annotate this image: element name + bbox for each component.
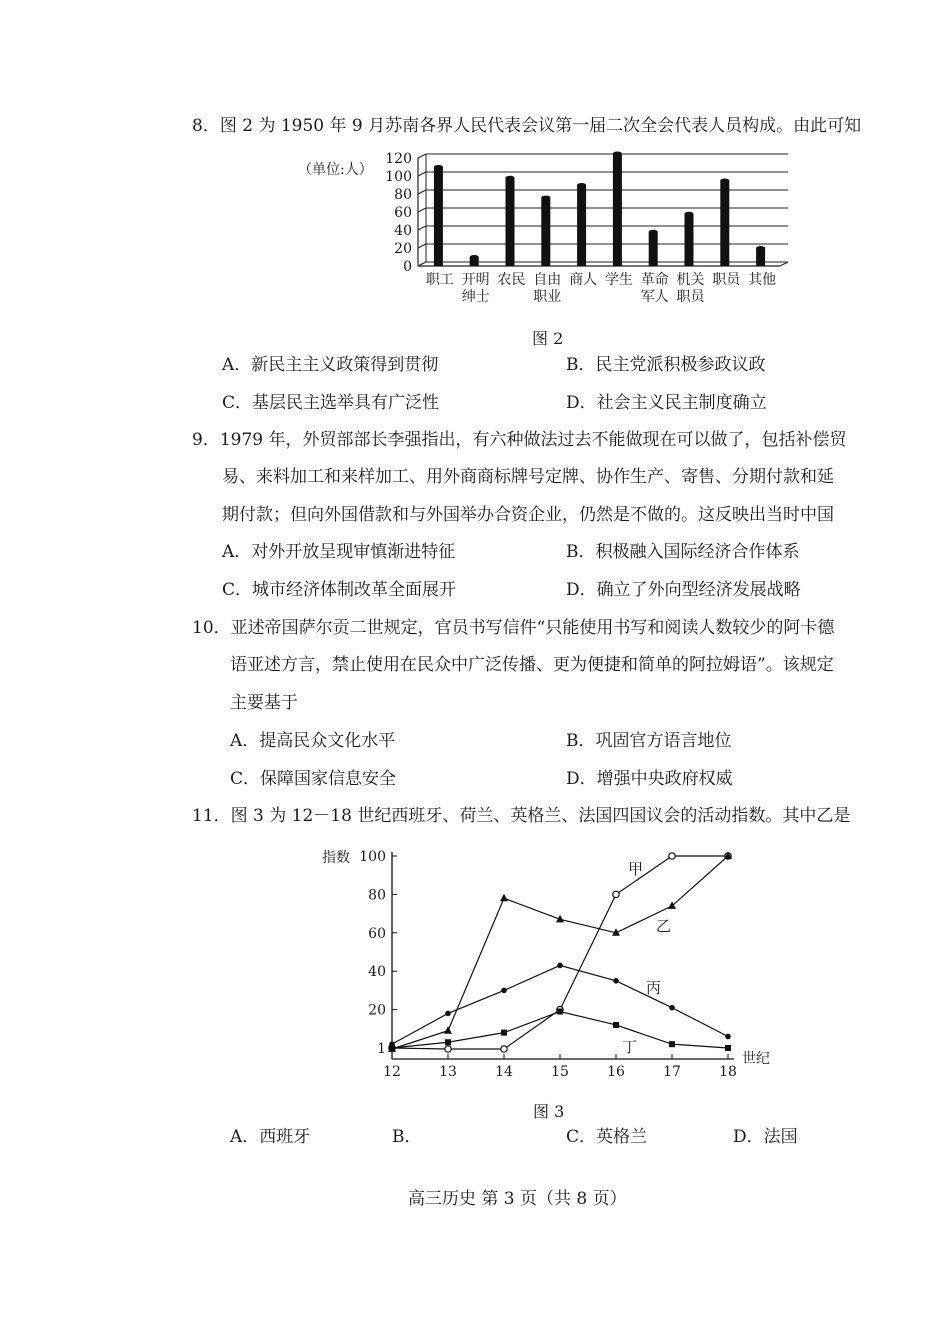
x-tick-label: 14 (495, 1064, 513, 1080)
data-point (613, 1022, 619, 1028)
q9-line-2: 易、来料加工和来样加工、用外商商标牌号定牌、协作生产、寄售、分期付款和延 (222, 467, 834, 487)
y-tick-label: 60 (368, 925, 386, 942)
x-tick-label: 职员 (712, 272, 741, 288)
q8-stem: 8．图 2 为 1950 年 9 月苏南各界人民代表会议第一届二次全会代表人员构成。由此可知 (192, 116, 862, 136)
x-axis-label: 世纪 (742, 1051, 770, 1067)
bar (506, 178, 515, 266)
series-label: 丁 (622, 1038, 638, 1056)
x-tick-label: 13 (439, 1064, 457, 1080)
data-point (444, 1026, 452, 1034)
bar-cap (577, 183, 586, 187)
x-tick-label: 职员 (676, 289, 705, 305)
q8-option-b[interactable]: B．民主党派积极参政议政 (566, 355, 766, 375)
data-point (669, 1041, 675, 1047)
bar-cap (541, 196, 550, 200)
y-tick-label: 120 (385, 151, 412, 167)
series-label: 乙 (656, 916, 672, 935)
y-tick-label: 40 (394, 223, 412, 239)
q9-line-3: 期付款；但向外国借款和与外国举办合资企业，仍然是不做的。这反映出当时中国 (222, 505, 834, 525)
q10-option-b[interactable]: B．巩固官方语言地位 (566, 731, 732, 751)
x-tick-label: 18 (719, 1064, 737, 1080)
gridline-diag (418, 154, 426, 158)
bar (613, 154, 622, 267)
gridline-diag (418, 208, 426, 212)
series-label: 丙 (646, 978, 662, 997)
q9-option-b[interactable]: B．积极融入国际经济合作体系 (566, 542, 800, 562)
q11-stem: 11．图 3 为 12－18 世纪西班牙、荷兰、英格兰、法国四国议会的活动指数。其中乙是 (192, 806, 851, 826)
x-tick-label: 其他 (748, 272, 777, 288)
q10-option-a[interactable]: A．提高民众文化水平 (230, 731, 396, 751)
data-point (445, 1046, 451, 1052)
bar-cap (649, 230, 658, 234)
q11-option-a[interactable]: A．西班牙 (230, 1127, 311, 1147)
page-footer: 高三历史 第 3 页（共 8 页） (408, 1189, 627, 1209)
x-tick-label: 开明 (461, 272, 490, 288)
series-line (392, 856, 728, 1049)
series-label: 甲 (628, 860, 644, 878)
y-tick-label: 100 (385, 169, 412, 185)
x-tick-label: 17 (663, 1064, 681, 1080)
bar-cap (434, 165, 443, 169)
gridline-diag (418, 190, 426, 194)
data-point (725, 1045, 731, 1051)
y-tick-label: 80 (368, 887, 386, 904)
data-point (725, 1034, 731, 1040)
x-tick-label: 15 (551, 1064, 569, 1080)
data-point (389, 1045, 395, 1051)
x-tick-label: 军人 (640, 289, 669, 305)
gridline-diag (418, 172, 426, 176)
bar (434, 167, 443, 266)
y-tick-label: 1 (377, 1041, 386, 1057)
q10-line-2: 语亚述方言，禁止使用在民众中广泛传播、更为便捷和简单的阿拉姆语”。该规定 (230, 655, 834, 675)
bar (756, 248, 765, 266)
fig2-caption: 图 2 (532, 329, 564, 348)
data-point (557, 1009, 563, 1015)
data-point (445, 1039, 451, 1045)
bar (720, 181, 729, 267)
x-tick-label: 职工 (425, 272, 454, 288)
y-tick-label: 0 (403, 259, 412, 275)
data-point (669, 853, 675, 859)
x-tick-label: 自由 (533, 272, 562, 288)
q11-option-b[interactable]: B． (392, 1127, 422, 1147)
q9-option-a[interactable]: A．对外开放呈现审慎渐进特征 (222, 542, 456, 562)
q10-option-c[interactable]: C．保障国家信息安全 (230, 769, 397, 789)
y-tick-label: 100 (359, 849, 386, 865)
data-point (668, 901, 676, 909)
line-chart-fig3 (318, 840, 778, 1085)
gridline-diag (418, 226, 426, 230)
q10-line-3: 主要基于 (230, 693, 298, 713)
data-point (445, 1011, 451, 1017)
fig3-caption: 图 3 (533, 1102, 565, 1121)
bar-cap (613, 152, 622, 156)
x-tick-label: 职业 (533, 289, 562, 305)
data-point (501, 988, 507, 994)
bar-cap (470, 255, 479, 259)
q11-option-d[interactable]: D．法国 (733, 1127, 798, 1147)
data-point (613, 978, 619, 984)
bar (649, 232, 658, 266)
q9-option-c[interactable]: C．城市经济体制改革全面展开 (222, 580, 457, 600)
x-tick-label: 革命 (640, 272, 669, 288)
q9-line-1: 9．1979 年，外贸部部长李强指出，有六种做法过去不能做现在可以做了，包括补偿贸 (192, 430, 847, 450)
x-tick-label: 绅士 (461, 289, 490, 305)
gridline-diag (418, 262, 426, 266)
q9-option-d[interactable]: D．确立了外向型经济发展战略 (566, 580, 801, 600)
q8-option-c[interactable]: C．基层民主选举具有广泛性 (222, 393, 440, 413)
y-tick-label: 80 (394, 187, 412, 203)
q11-option-c[interactable]: C．英格兰 (566, 1127, 648, 1147)
x-tick-label: 16 (607, 1064, 625, 1080)
bar-cap (685, 212, 694, 216)
q10-option-d[interactable]: D．增强中央政府权威 (566, 769, 733, 789)
data-point (501, 1046, 507, 1052)
y-tick-label: 40 (368, 964, 386, 981)
bar-cap (720, 179, 729, 183)
q8-option-d[interactable]: D．社会主义民主制度确立 (566, 393, 767, 413)
gridline-diag (418, 244, 426, 248)
bar-cap (506, 176, 515, 180)
x-tick-label: 商人 (569, 272, 598, 288)
series-line (392, 856, 728, 1049)
y-axis-label: 指数 (322, 850, 350, 866)
bar-cap (756, 246, 765, 250)
y-tick-label: 60 (394, 205, 412, 221)
bar (685, 214, 694, 266)
x-tick-label: 农民 (497, 272, 526, 288)
bar (577, 185, 586, 266)
x-tick-label: 12 (383, 1064, 401, 1080)
data-point (613, 891, 619, 897)
q10-line-1: 10．亚述帝国萨尔贡二世规定，官员书写信件“只能使用书写和阅读人数较少的阿卡德 (192, 618, 835, 638)
bar (541, 198, 550, 266)
data-point (500, 894, 508, 902)
bar-chart-fig2 (290, 148, 800, 313)
q8-option-a[interactable]: A．新民主主义政策得到贯彻 (222, 355, 439, 375)
data-point (501, 1030, 507, 1036)
y-tick-label: 20 (368, 1002, 386, 1019)
x-tick-label: 机关 (676, 272, 705, 288)
y-tick-label: 20 (394, 241, 412, 257)
x-axis-corner (780, 262, 788, 266)
data-point (669, 1005, 675, 1011)
x-tick-label: 学生 (604, 272, 633, 288)
data-point (557, 963, 563, 969)
y-axis-label: （单位:人） (298, 162, 373, 178)
